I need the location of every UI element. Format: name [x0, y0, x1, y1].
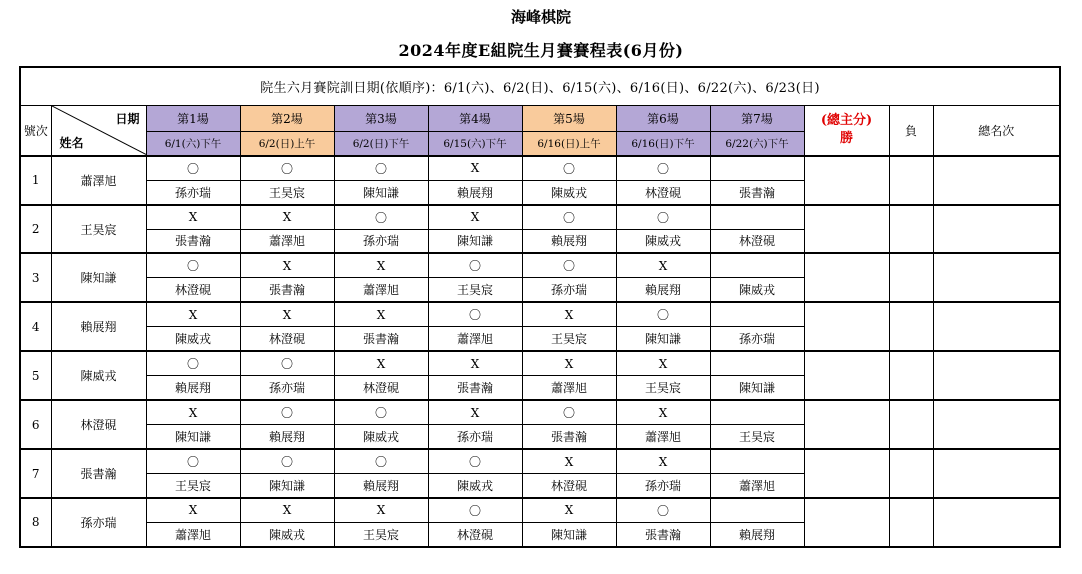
player-number: 8 — [20, 498, 51, 547]
round-header: 第1場 — [146, 106, 240, 131]
opponent-name: 張書瀚 — [710, 180, 804, 204]
opponent-name: 王昊宸 — [710, 425, 804, 449]
result-mark: 〇 — [522, 253, 616, 277]
wins-cell — [804, 449, 889, 498]
result-mark: 〇 — [146, 253, 240, 277]
opponent-name: 張書瀚 — [334, 327, 428, 351]
opponent-name: 賴展翔 — [710, 522, 804, 547]
result-mark: X — [334, 498, 428, 522]
result-mark: X — [616, 253, 710, 277]
result-mark: 〇 — [616, 205, 710, 229]
opponent-name: 張書瀚 — [522, 425, 616, 449]
opponent-name: 孫亦瑞 — [334, 229, 428, 253]
opponent-name: 張書瀚 — [240, 278, 334, 302]
opponent-name: 孫亦瑞 — [146, 180, 240, 204]
opponent-name: 孫亦瑞 — [522, 278, 616, 302]
opponent-name: 林澄硯 — [334, 376, 428, 400]
wins-header: (總主分) 勝 — [804, 106, 889, 156]
opponent-name: 蕭澤旭 — [710, 474, 804, 498]
date-name-header — [51, 106, 146, 156]
result-mark: 〇 — [522, 205, 616, 229]
player-number: 5 — [20, 351, 51, 400]
opponent-name: 賴展翔 — [522, 229, 616, 253]
result-mark — [710, 498, 804, 522]
rank-cell — [933, 449, 1060, 498]
player-name: 賴展翔 — [51, 302, 146, 351]
result-mark: X — [522, 498, 616, 522]
round-date: 6/22(六)下午 — [710, 131, 804, 155]
opponent-name: 賴展翔 — [428, 180, 522, 204]
result-mark: 〇 — [334, 400, 428, 424]
round-date: 6/2(日)上午 — [240, 131, 334, 155]
opponent-name: 陳知謙 — [522, 522, 616, 547]
date-label: 日期 — [115, 112, 140, 127]
opponent-name: 陳知謙 — [240, 474, 334, 498]
result-mark: X — [428, 400, 522, 424]
result-mark: 〇 — [616, 302, 710, 326]
opponent-name: 張書瀚 — [146, 229, 240, 253]
losses-cell — [889, 400, 933, 449]
result-mark: 〇 — [428, 253, 522, 277]
rank-cell — [933, 253, 1060, 302]
opponent-name: 賴展翔 — [334, 474, 428, 498]
losses-cell — [889, 253, 933, 302]
opponent-name: 蕭澤旭 — [146, 522, 240, 547]
result-mark: X — [522, 302, 616, 326]
opponent-name: 賴展翔 — [146, 376, 240, 400]
rank-cell — [933, 156, 1060, 205]
result-mark — [710, 156, 804, 180]
wins-cell — [804, 253, 889, 302]
opponent-name: 陳威戎 — [240, 522, 334, 547]
seq-header: 號次 — [20, 106, 51, 156]
training-dates: 院生六月賽院訓日期(依順序)：6/1(六)、6/2(日)、6/15(六)、6/16(日)、6/22(六)、6/23(日) — [20, 67, 1060, 106]
round-header: 第7場 — [710, 106, 804, 131]
result-mark — [710, 205, 804, 229]
opponent-name: 林澄硯 — [428, 522, 522, 547]
opponent-name: 王昊宸 — [240, 180, 334, 204]
opponent-name: 陳知謙 — [710, 376, 804, 400]
result-mark: 〇 — [522, 156, 616, 180]
result-mark — [710, 351, 804, 375]
result-mark: 〇 — [428, 498, 522, 522]
opponent-name: 王昊宸 — [522, 327, 616, 351]
schedule-title: 2024年度E組院生月賽賽程表(6月份) — [398, 41, 684, 60]
result-mark: X — [616, 351, 710, 375]
opponent-name: 王昊宸 — [428, 278, 522, 302]
result-mark: X — [240, 302, 334, 326]
opponent-name: 張書瀚 — [616, 522, 710, 547]
opponent-name: 賴展翔 — [616, 278, 710, 302]
rank-cell — [933, 205, 1060, 254]
opponent-name: 王昊宸 — [334, 522, 428, 547]
result-mark: 〇 — [240, 156, 334, 180]
round-header: 第3場 — [334, 106, 428, 131]
opponent-name: 林澄硯 — [522, 474, 616, 498]
rank-header: 總名次 — [933, 106, 1060, 156]
result-mark — [710, 253, 804, 277]
result-mark: 〇 — [522, 400, 616, 424]
opponent-name: 張書瀚 — [428, 376, 522, 400]
result-mark: 〇 — [334, 449, 428, 473]
wins-cell — [804, 400, 889, 449]
result-mark: 〇 — [334, 205, 428, 229]
player-number: 6 — [20, 400, 51, 449]
opponent-name: 賴展翔 — [240, 425, 334, 449]
opponent-name: 王昊宸 — [616, 376, 710, 400]
losses-cell — [889, 205, 933, 254]
opponent-name: 陳威戎 — [616, 229, 710, 253]
wins-cell — [804, 498, 889, 547]
opponent-name: 孫亦瑞 — [240, 376, 334, 400]
opponent-name: 林澄硯 — [710, 229, 804, 253]
result-mark: X — [616, 449, 710, 473]
rank-cell — [933, 351, 1060, 400]
result-mark: X — [146, 498, 240, 522]
player-name: 王昊宸 — [51, 205, 146, 254]
round-header: 第5場 — [522, 106, 616, 131]
losses-cell — [889, 449, 933, 498]
opponent-name: 蕭澤旭 — [616, 425, 710, 449]
result-mark: X — [334, 351, 428, 375]
round-date: 6/2(日)下午 — [334, 131, 428, 155]
opponent-name: 孫亦瑞 — [428, 425, 522, 449]
player-name: 陳威戎 — [51, 351, 146, 400]
result-mark: X — [240, 498, 334, 522]
losses-cell — [889, 302, 933, 351]
opponent-name: 林澄硯 — [240, 327, 334, 351]
result-mark: 〇 — [334, 156, 428, 180]
rank-cell — [933, 302, 1060, 351]
round-date: 6/16(日)上午 — [522, 131, 616, 155]
opponent-name: 陳知謙 — [334, 180, 428, 204]
player-name: 張書瀚 — [51, 449, 146, 498]
wins-cell — [804, 351, 889, 400]
rank-cell — [933, 400, 1060, 449]
losses-header: 負 — [889, 106, 933, 156]
opponent-name: 蕭澤旭 — [428, 327, 522, 351]
player-number: 4 — [20, 302, 51, 351]
result-mark: 〇 — [240, 449, 334, 473]
result-mark: 〇 — [146, 156, 240, 180]
wins-cell — [804, 156, 889, 205]
result-mark: X — [428, 205, 522, 229]
player-name: 陳知謙 — [51, 253, 146, 302]
result-mark: X — [522, 449, 616, 473]
result-mark — [710, 449, 804, 473]
result-mark: 〇 — [616, 156, 710, 180]
player-name: 林澄硯 — [51, 400, 146, 449]
result-mark: X — [146, 302, 240, 326]
result-mark: 〇 — [240, 400, 334, 424]
round-date: 6/16(日)下午 — [616, 131, 710, 155]
round-date: 6/1(六)下午 — [146, 131, 240, 155]
opponent-name: 王昊宸 — [146, 474, 240, 498]
opponent-name: 孫亦瑞 — [616, 474, 710, 498]
result-mark: 〇 — [146, 449, 240, 473]
result-mark: X — [146, 205, 240, 229]
result-mark: 〇 — [428, 449, 522, 473]
opponent-name: 陳知謙 — [616, 327, 710, 351]
round-header: 第6場 — [616, 106, 710, 131]
result-mark: 〇 — [616, 498, 710, 522]
result-mark: X — [522, 351, 616, 375]
result-mark: 〇 — [146, 351, 240, 375]
player-number: 1 — [20, 156, 51, 205]
result-mark — [710, 400, 804, 424]
opponent-name: 蕭澤旭 — [334, 278, 428, 302]
result-mark: X — [616, 400, 710, 424]
name-label: 姓名 — [59, 135, 84, 150]
opponent-name: 林澄硯 — [616, 180, 710, 204]
result-mark: 〇 — [240, 351, 334, 375]
result-mark: X — [146, 400, 240, 424]
player-name: 孫亦瑞 — [51, 498, 146, 547]
losses-cell — [889, 498, 933, 547]
result-mark: X — [240, 205, 334, 229]
result-mark — [710, 302, 804, 326]
result-mark: X — [428, 156, 522, 180]
opponent-name: 陳威戎 — [428, 474, 522, 498]
org-name: 海峰棋院 — [510, 8, 571, 26]
losses-cell — [889, 156, 933, 205]
opponent-name: 孫亦瑞 — [710, 327, 804, 351]
opponent-name: 陳知謙 — [146, 425, 240, 449]
result-mark: X — [428, 351, 522, 375]
round-header: 第2場 — [240, 106, 334, 131]
losses-cell — [889, 351, 933, 400]
player-number: 2 — [20, 205, 51, 254]
wins-cell — [804, 205, 889, 254]
opponent-name: 陳知謙 — [428, 229, 522, 253]
rank-cell — [933, 498, 1060, 547]
player-number: 7 — [20, 449, 51, 498]
wins-cell — [804, 302, 889, 351]
round-header: 第4場 — [428, 106, 522, 131]
player-name: 蕭澤旭 — [51, 156, 146, 205]
schedule-table — [19, 66, 1061, 548]
opponent-name: 陳威戎 — [710, 278, 804, 302]
opponent-name: 陳威戎 — [522, 180, 616, 204]
result-mark: X — [334, 253, 428, 277]
opponent-name: 蕭澤旭 — [240, 229, 334, 253]
result-mark: X — [240, 253, 334, 277]
result-mark: 〇 — [428, 302, 522, 326]
player-number: 3 — [20, 253, 51, 302]
opponent-name: 陳威戎 — [334, 425, 428, 449]
round-date: 6/15(六)下午 — [428, 131, 522, 155]
result-mark: X — [334, 302, 428, 326]
opponent-name: 蕭澤旭 — [522, 376, 616, 400]
opponent-name: 陳威戎 — [146, 327, 240, 351]
opponent-name: 林澄硯 — [146, 278, 240, 302]
